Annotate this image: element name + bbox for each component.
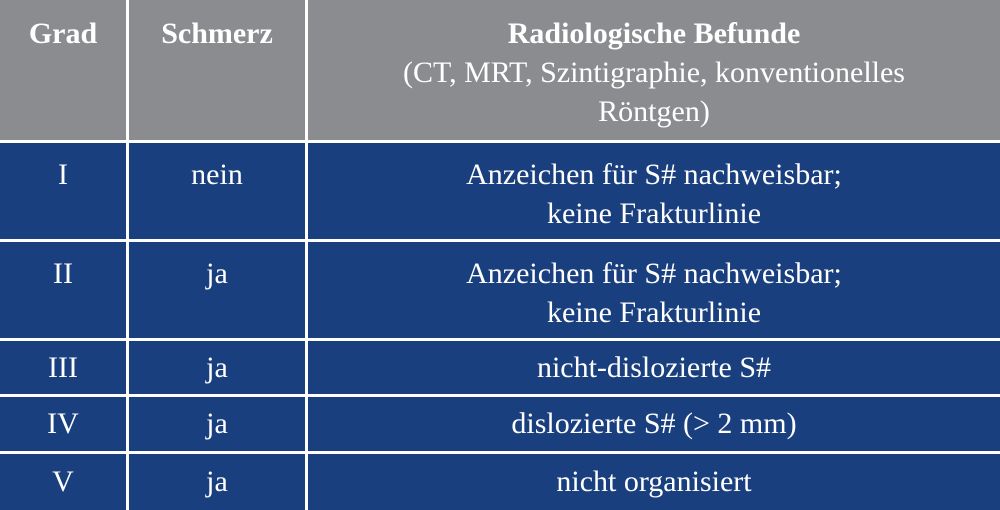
table-header-row xyxy=(0,0,1000,143)
header-findings-subtitle-1: (CT, MRT, Szintigraphie, konventionelles xyxy=(402,56,905,89)
cell-findings-line-2: keine Frakturlinie xyxy=(546,295,762,329)
cell-pain: nein xyxy=(129,143,308,242)
table-row xyxy=(0,341,1000,397)
cell-findings-line-1: Anzeichen für S# nachweisbar; xyxy=(466,256,842,290)
cell-findings xyxy=(308,143,1000,242)
cell-grade: I xyxy=(0,143,129,242)
header-pain-label: Schmerz xyxy=(161,17,273,50)
header-findings-title: Radiologische Befunde xyxy=(507,17,801,50)
cell-pain: ja xyxy=(129,242,308,341)
table-row xyxy=(0,454,1000,510)
cell-findings: nicht organisiert xyxy=(308,454,1000,510)
cell-grade: V xyxy=(0,454,129,510)
cell-findings: dislozierte S# (> 2 mm) xyxy=(308,397,1000,453)
cell-grade: II xyxy=(0,242,129,341)
table-row xyxy=(0,242,1000,341)
header-grade xyxy=(0,0,129,143)
cell-pain: ja xyxy=(129,454,308,510)
header-grade-label: Grad xyxy=(28,17,98,50)
header-findings xyxy=(308,0,1000,143)
table-row xyxy=(0,397,1000,453)
cell-grade: III xyxy=(0,341,129,397)
cell-pain: ja xyxy=(129,397,308,453)
cell-findings xyxy=(308,242,1000,341)
table-row xyxy=(0,143,1000,242)
cell-findings: nicht-dislozierte S# xyxy=(308,341,1000,397)
header-findings-subtitle-2: Röntgen) xyxy=(598,95,710,128)
cell-pain: ja xyxy=(129,341,308,397)
header-pain xyxy=(129,0,308,143)
cell-grade: IV xyxy=(0,397,129,453)
cell-findings-line-1: Anzeichen für S# nachweisbar; xyxy=(466,158,842,192)
cell-findings-line-2: keine Frakturlinie xyxy=(546,197,762,231)
